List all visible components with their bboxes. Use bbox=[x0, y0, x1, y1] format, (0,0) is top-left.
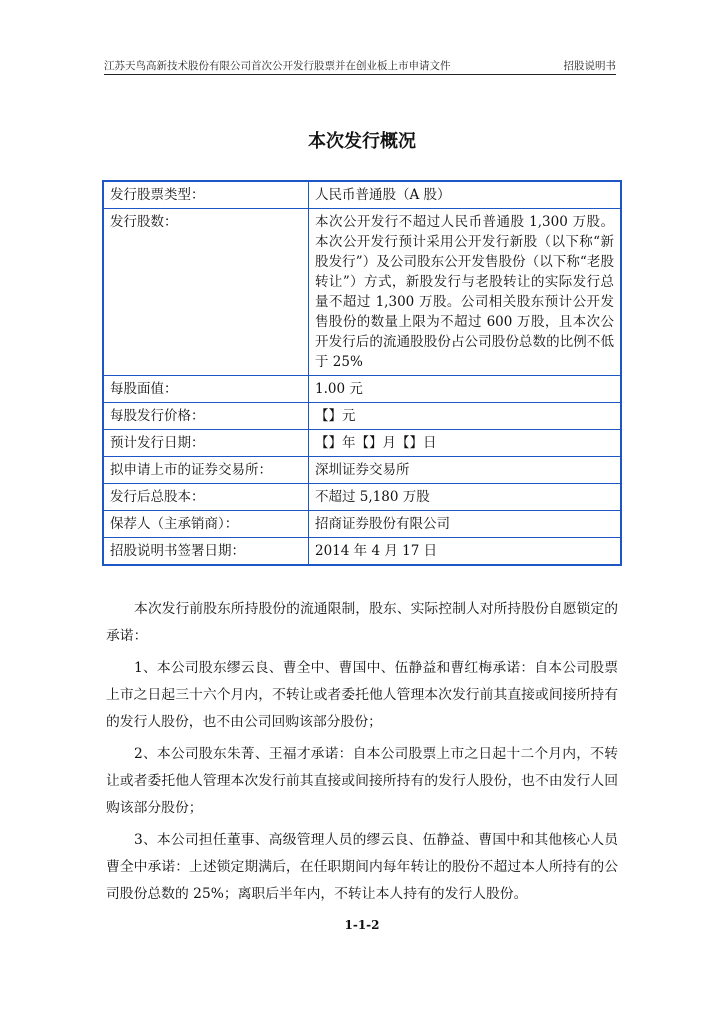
row-label: 招股说明书签署日期： bbox=[103, 538, 309, 566]
table-row bbox=[103, 209, 621, 376]
table-row bbox=[103, 484, 621, 511]
table-row bbox=[103, 457, 621, 484]
row-label: 发行股数： bbox=[103, 209, 309, 376]
row-label: 发行后总股本： bbox=[103, 484, 309, 511]
row-value: 本次公开发行不超过人民币普通股 1,300 万股。本次公开发行预计采用公开发行新股（以下称“新股发行”）及公司股东公开发售股份（以下称“老股转让”）方式，新股发行与老股转让的实际发行总量不超过 1,300 万股。公司相关股东预计公开发售股份的数量上限为不超过 600 万股，且本次公开发行后的流通股股份占公司股份总数的比例不低于 25% bbox=[309, 209, 622, 376]
table-row bbox=[103, 538, 621, 566]
lockup-intro-paragraph: 本次发行前股东所持股份的流通限制，股东、实际控制人对所持股份自愿锁定的承诺： bbox=[106, 601, 618, 644]
row-value: 2014 年 4 月 17 日 bbox=[309, 538, 622, 566]
lockup-commitment-1: 1、本公司股东缪云良、曹全中、曹国中、伍静益和曹红梅承诺：自本公司股票上市之日起三十六个月内，不转让或者委托他人管理本次发行前其直接或间接所持有的发行人股份，也不由公司回购该部分股份； bbox=[106, 660, 618, 730]
lockup-commitment-3: 3、本公司担任董事、高级管理人员的缪云良、伍静益、曹国中和其他核心人员曹全中承诺：上述锁定期满后，在任职期间内每年转让的股份不超过本人所持有的公司股份总数的 25%；离职后半年内，不转让本人持有的发行人股份。 bbox=[106, 832, 618, 902]
row-value: 【】元 bbox=[309, 403, 622, 430]
header-document-title: 江苏天鸟高新技术股份有限公司首次公开发行股票并在创业板上市申请文件 bbox=[104, 60, 451, 72]
row-value: 1.00 元 bbox=[309, 376, 622, 403]
page-header bbox=[104, 56, 616, 75]
row-value: 人民币普通股（A 股） bbox=[309, 181, 622, 209]
table-row bbox=[103, 430, 621, 457]
table-row bbox=[103, 376, 621, 403]
table-row bbox=[103, 511, 621, 538]
offering-overview-table bbox=[102, 180, 622, 566]
row-value: 【】年【】月【】日 bbox=[309, 430, 622, 457]
table-row bbox=[103, 181, 621, 209]
row-label: 拟申请上市的证券交易所： bbox=[103, 457, 309, 484]
page-title: 本次发行概况 bbox=[308, 131, 416, 152]
header-document-type: 招股说明书 bbox=[563, 60, 616, 72]
table-row bbox=[103, 403, 621, 430]
row-label: 保荐人（主承销商）： bbox=[103, 511, 309, 538]
row-label: 预计发行日期： bbox=[103, 430, 309, 457]
row-label: 发行股票类型： bbox=[103, 181, 309, 209]
row-label: 每股发行价格： bbox=[103, 403, 309, 430]
row-value: 深圳证券交易所 bbox=[309, 457, 622, 484]
page-number: 1-1-2 bbox=[344, 918, 380, 932]
row-value: 招商证券股份有限公司 bbox=[309, 511, 622, 538]
row-value: 不超过 5,180 万股 bbox=[309, 484, 622, 511]
lockup-commitment-2: 2、本公司股东朱菁、王福才承诺：自本公司股票上市之日起十二个月内，不转让或者委托他人管理本次发行前其直接或间接所持有的发行人股份，也不由发行人回购该部分股份； bbox=[106, 746, 618, 816]
row-label: 每股面值： bbox=[103, 376, 309, 403]
